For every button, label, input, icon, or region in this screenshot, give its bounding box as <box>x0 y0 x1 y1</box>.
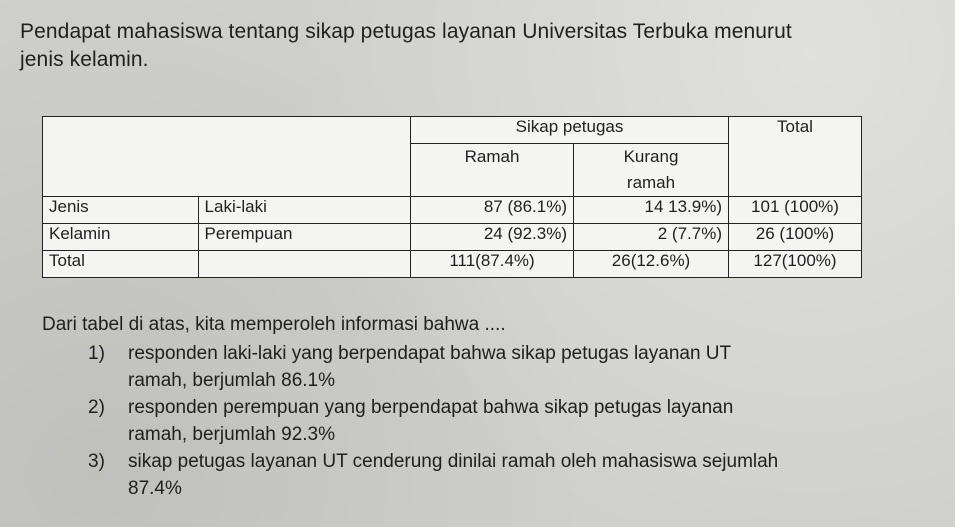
row-label-jenis: Jenis <box>43 197 199 224</box>
row-label-total: Total <box>43 251 199 278</box>
cell-ramah: 111(87.4%) <box>411 251 574 278</box>
cell-total: 101 (100%) <box>729 197 862 224</box>
cell-kurang-ramah: 14 13.9%) <box>574 197 729 224</box>
total-header: Total <box>729 117 862 197</box>
heading-line-2: jenis kelamin. <box>20 48 149 71</box>
option-text-line-2: 87.4% <box>128 478 182 499</box>
kurang-ramah-header-line-1: Kurang <box>623 147 679 166</box>
row-category: Perempuan <box>198 224 410 251</box>
option-text-line-1: responden perempuan yang berpendapat bahwa sikap petugas layanan <box>128 397 734 418</box>
table-row <box>43 224 862 251</box>
option-number: 3) <box>88 451 105 472</box>
table-row <box>43 251 862 278</box>
option-number: 1) <box>88 343 105 364</box>
table-header-row-1 <box>43 117 862 144</box>
answer-option-1[interactable] <box>88 340 948 394</box>
sikap-petugas-header: Sikap petugas <box>411 117 729 144</box>
option-number: 2) <box>88 397 105 418</box>
cell-ramah: 24 (92.3%) <box>411 224 574 251</box>
option-text-line-1: sikap petugas layanan UT cenderung dinilai ramah oleh mahasiswa sejumlah <box>128 451 779 472</box>
survey-table <box>42 116 862 278</box>
row-category: Laki-laki <box>198 197 410 224</box>
option-text-line-1: responden laki-laki yang berpendapat bahwa sikap petugas layanan UT <box>128 343 732 364</box>
row-category <box>198 251 410 278</box>
ramah-header: Ramah <box>411 144 574 197</box>
row-label-kelamin: Kelamin <box>43 224 199 251</box>
cell-kurang-ramah: 26(12.6%) <box>574 251 729 278</box>
cell-kurang-ramah: 2 (7.7%) <box>574 224 729 251</box>
heading-line-1: Pendapat mahasiswa tentang sikap petugas layanan Universitas Terbuka menurut <box>20 20 792 43</box>
cell-ramah: 87 (86.1%) <box>411 197 574 224</box>
option-text-line-2: ramah, berjumlah 92.3% <box>128 424 335 445</box>
question-heading <box>20 18 920 74</box>
table-corner-cell <box>43 117 411 197</box>
option-text-line-2: ramah, berjumlah 86.1% <box>128 370 335 391</box>
cell-total: 127(100%) <box>729 251 862 278</box>
answer-option-3[interactable] <box>88 448 948 502</box>
kurang-ramah-header-line-2: ramah <box>626 173 676 192</box>
question-statement: Dari tabel di atas, kita memperoleh informasi bahwa .... <box>42 314 506 335</box>
answer-option-2[interactable] <box>88 394 948 448</box>
table-row <box>43 197 862 224</box>
kurang-ramah-header <box>574 144 729 197</box>
cell-total: 26 (100%) <box>729 224 862 251</box>
